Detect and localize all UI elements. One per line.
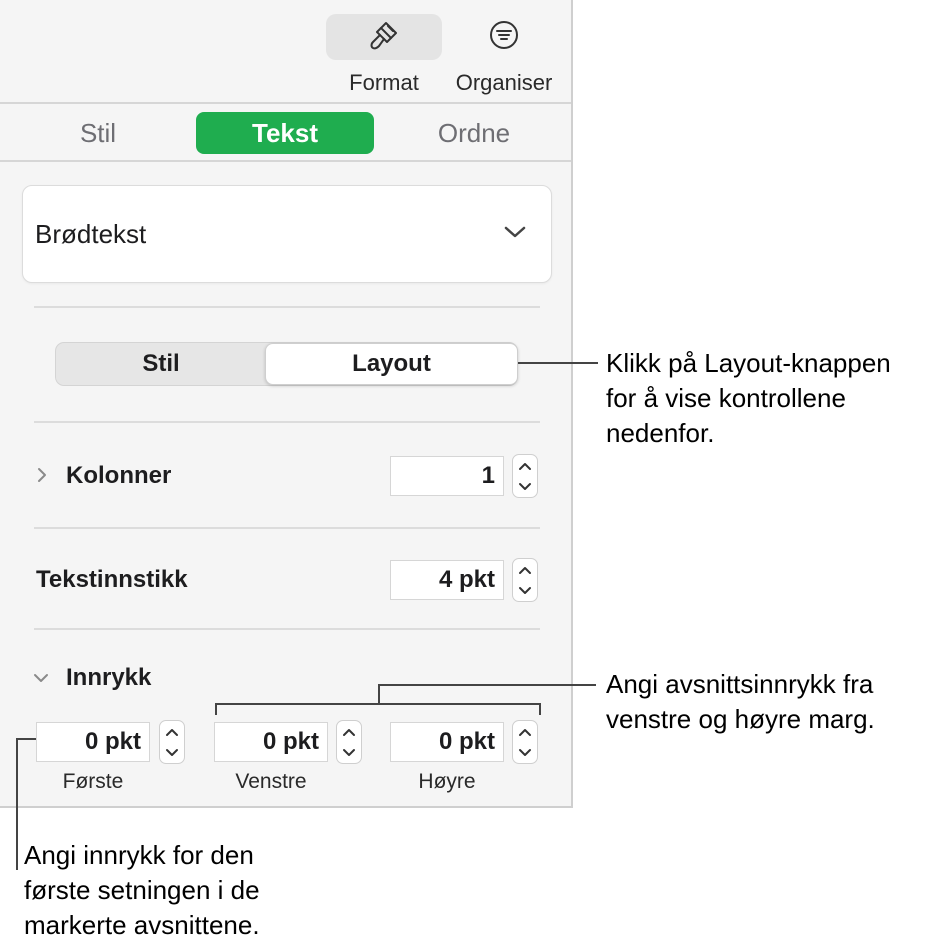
format-button[interactable] xyxy=(326,14,442,60)
callout-line-first xyxy=(16,738,36,740)
organise-label: Organiser xyxy=(455,70,553,95)
first-indent-label: Første xyxy=(62,770,124,793)
callout-first-line xyxy=(24,838,260,943)
divider xyxy=(34,306,540,308)
chevron-up-icon[interactable] xyxy=(513,455,537,476)
callout-margins-line: venstre og høyre marg. xyxy=(606,704,875,734)
first-indent-stepper[interactable] xyxy=(159,720,185,764)
callout-bracket-margins xyxy=(215,703,541,705)
sort-list-icon xyxy=(488,19,520,56)
callout-first-line-text: Angi innrykk for den xyxy=(24,840,254,870)
segment-stil[interactable]: Stil xyxy=(142,350,180,377)
chevron-down-icon[interactable] xyxy=(32,671,50,690)
format-label: Format xyxy=(349,70,419,95)
chevron-right-icon[interactable] xyxy=(35,466,49,489)
columns-label: Kolonner xyxy=(66,462,172,489)
chevron-up-icon[interactable] xyxy=(337,721,361,742)
chevron-up-icon[interactable] xyxy=(160,721,184,742)
chevron-up-icon[interactable] xyxy=(513,721,537,742)
segment-layout[interactable]: Layout xyxy=(265,343,518,385)
paragraph-style-select[interactable] xyxy=(22,185,552,283)
left-indent-label: Venstre xyxy=(235,770,307,793)
callout-margins-line: Angi avsnittsinnrykk fra xyxy=(606,669,874,699)
callout-bracket-right-tick xyxy=(539,703,541,715)
left-indent-stepper[interactable] xyxy=(336,720,362,764)
chevron-down-icon[interactable] xyxy=(513,580,537,601)
callout-layout-line: nedenfor. xyxy=(606,418,715,448)
chevron-down-icon[interactable] xyxy=(513,742,537,763)
callout-margins xyxy=(606,667,875,737)
sidebar-toolbar xyxy=(0,0,571,104)
tab-tekst[interactable]: Tekst xyxy=(196,112,374,154)
divider xyxy=(34,628,540,630)
text-inset-stepper[interactable] xyxy=(512,558,538,602)
right-indent-label: Høyre xyxy=(418,770,476,793)
organise-button[interactable] xyxy=(446,14,562,60)
tab-ordne[interactable]: Ordne xyxy=(437,117,511,148)
callout-bracket-left-tick xyxy=(215,703,217,715)
style-layout-segmented-control xyxy=(55,342,518,386)
paintbrush-icon xyxy=(367,18,401,57)
callout-layout-line: for å vise kontrollene xyxy=(606,383,846,413)
inspector-tabs xyxy=(0,104,571,162)
paragraph-style-value: Brødtekst xyxy=(35,219,147,249)
callout-line-layout xyxy=(518,362,598,364)
columns-stepper[interactable] xyxy=(512,454,538,498)
callout-line-first-stem xyxy=(16,738,18,870)
first-indent-field[interactable]: 0 pkt xyxy=(36,722,150,762)
left-indent-field[interactable]: 0 pkt xyxy=(214,722,328,762)
callout-line-margins xyxy=(378,684,596,686)
callout-first-line-text: første setningen i de xyxy=(24,875,260,905)
tab-stil[interactable]: Stil xyxy=(79,117,117,148)
chevron-down-icon[interactable] xyxy=(160,742,184,763)
right-indent-stepper[interactable] xyxy=(512,720,538,764)
callout-line-margins-stem xyxy=(378,684,380,704)
divider xyxy=(34,527,540,529)
chevron-down-icon xyxy=(503,224,527,245)
text-inset-label: Tekstinnstikk xyxy=(36,566,188,593)
chevron-up-icon[interactable] xyxy=(513,559,537,580)
text-inset-field[interactable]: 4 pkt xyxy=(390,560,504,600)
callout-first-line-text: markerte avsnittene. xyxy=(24,910,260,940)
right-indent-field[interactable]: 0 pkt xyxy=(390,722,504,762)
columns-field[interactable]: 1 xyxy=(390,456,504,496)
indent-label: Innrykk xyxy=(66,664,152,691)
divider xyxy=(34,421,540,423)
chevron-down-icon[interactable] xyxy=(513,476,537,497)
callout-layout-line: Klikk på Layout-knappen xyxy=(606,348,891,378)
callout-layout xyxy=(606,346,891,451)
chevron-down-icon[interactable] xyxy=(337,742,361,763)
